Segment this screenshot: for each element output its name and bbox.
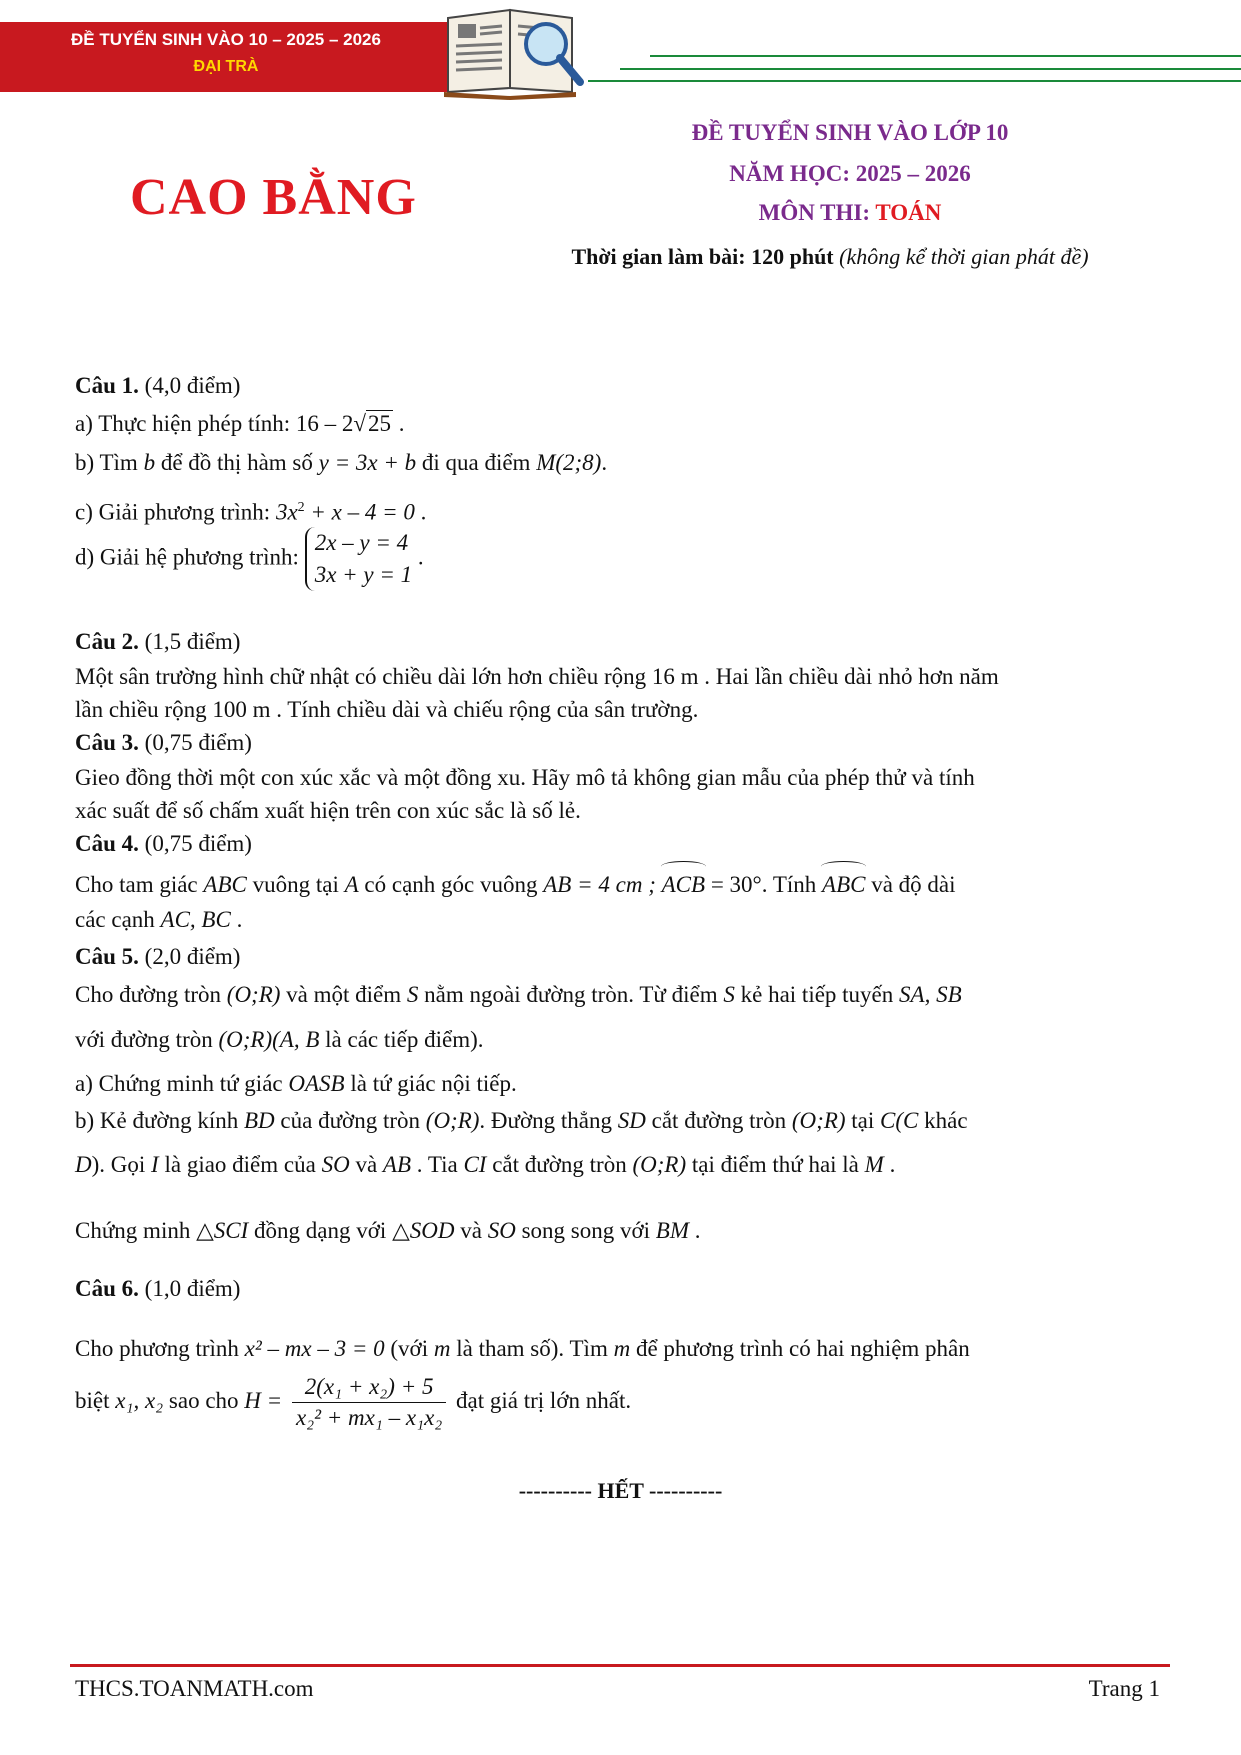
q1-part-d: d) Giải hệ phương trình: 2x – y = 4 3x + y = 1 .	[75, 527, 1170, 591]
q5-a-text: a) Chứng minh tứ giác	[75, 1071, 283, 1096]
subject-label: MÔN THI:	[758, 200, 870, 225]
q5-l1d: kẻ hai tiếp tuyến	[740, 982, 894, 1007]
q4-ab: AB = 4 cm ;	[543, 872, 656, 897]
q1-b-text1: b) Tìm	[75, 450, 138, 475]
subject-line	[560, 200, 1140, 226]
q1-title: Câu 1.	[75, 373, 139, 398]
exam-title: ĐỀ TUYỂN SINH VÀO LỚP 10	[691, 120, 1009, 145]
q4-heading	[75, 827, 1170, 861]
q1-points: (4,0 điểm)	[144, 373, 241, 398]
q1-b-func: y = 3x + b	[318, 450, 417, 475]
q6-line1	[75, 1332, 1170, 1366]
q4-angle-acb: ACB	[662, 868, 705, 902]
q6-numerator: 2(x₁ + x₂) + 5	[292, 1372, 446, 1403]
q1-d-eq2: 3x + y = 1	[314, 562, 413, 587]
q2-title: Câu 2.	[75, 629, 139, 654]
q1-c-math-b: + x – 4 = 0	[310, 499, 415, 525]
q6-roots: x₁, x₂	[115, 1387, 164, 1413]
book-magnifier-icon	[440, 0, 590, 100]
q4-t6: các cạnh	[75, 907, 155, 932]
q4-line2: các cạnh AC, BC .	[75, 907, 243, 932]
q5-l1c: nằm ngoài đường tròn. Từ điểm	[424, 982, 718, 1007]
time-note: (không kể thời gian phát đề)	[839, 244, 1089, 269]
q5-bd: BD	[244, 1108, 275, 1133]
q6-fraction	[292, 1372, 446, 1433]
q6-title: Câu 6.	[75, 1276, 139, 1301]
q5-circle: (O;R)	[226, 982, 281, 1007]
q1-heading	[75, 369, 1170, 403]
q6-m: m	[433, 1336, 451, 1361]
q2-heading	[75, 625, 1170, 659]
q1-b-text2: để đồ thị hàm số	[160, 450, 313, 475]
q6-h: H =	[244, 1387, 283, 1413]
q5-circle-4: (O;R)	[791, 1108, 846, 1133]
q6-t4: để phương trình có hai nghiệm phân	[635, 1336, 970, 1361]
q1-a-math: 16 – 2	[295, 411, 354, 436]
q6-t6: sao cho	[168, 1387, 239, 1413]
q5-c3: và	[460, 1218, 482, 1243]
q1-part-a: a) Thực hiện phép tính: 16 – 2√25 .	[75, 411, 405, 436]
q6-heading	[75, 1272, 1170, 1306]
q5-points: (2,0 điểm)	[144, 944, 241, 969]
q5-a-text2: là tứ giác nội tiếp.	[350, 1071, 517, 1096]
q4-vertex: A	[344, 872, 359, 897]
q4-sides: AC, BC	[160, 907, 231, 932]
q6-t7: đạt giá trị lớn nhất.	[456, 1387, 632, 1413]
q3-points: (0,75 điểm)	[144, 730, 252, 755]
footer-page-number: Trang 1	[1088, 1676, 1160, 1701]
q5-part-b-line2: D). Gọi I là giao điểm của SO và AB . Tia CI cắt đường tròn (O;R) tại điểm thứ hai là M .	[75, 1152, 896, 1177]
q5-b11: cắt đường tròn	[492, 1152, 627, 1177]
school-year: NĂM HỌC: 2025 – 2026	[729, 161, 971, 186]
q5-m: M	[864, 1152, 884, 1177]
q1-d-text: d) Giải hệ phương trình:	[75, 544, 299, 570]
q4-t3: có cạnh góc vuông	[364, 872, 538, 897]
q5-part-b-line3: Chứng minh △SCI đồng dạng với △SOD và SO song song với BM .	[75, 1218, 701, 1243]
time-label: Thời gian làm bài: 120 phút	[571, 244, 834, 269]
q1-d-eq1: 2x – y = 4	[314, 530, 409, 555]
q5-ci: CI	[463, 1152, 487, 1177]
q5-sod: △SOD	[392, 1218, 455, 1243]
q6-denominator: x₂² + mx₁ – x₁x₂	[295, 1405, 443, 1430]
q1-b-point: M(2;8)	[536, 450, 602, 475]
q5-s: S	[406, 982, 419, 1007]
q5-so-2: SO	[487, 1218, 516, 1243]
q1-part-b: b) Tìm b để đồ thị hàm số y = 3x + b đi qua điểm M(2;8).	[75, 450, 608, 475]
q4-line1	[75, 868, 1170, 902]
q3-line1: Gieo đồng thời một con xúc xắc và một đồng xu. Hãy mô tả không gian mẫu của phép thử và tính	[75, 765, 975, 790]
q5-c1: Chứng minh	[75, 1218, 191, 1243]
q5-sasb: SA, SB	[899, 982, 962, 1007]
q6-t2: (với	[390, 1336, 429, 1361]
q5-b3: . Đường thẳng	[479, 1108, 613, 1133]
q4-points: (0,75 điểm)	[144, 831, 252, 856]
footer-rule	[70, 1664, 1170, 1667]
q5-ab: AB	[382, 1152, 412, 1177]
q5-l2a: với đường tròn	[75, 1027, 213, 1052]
header-rule-top	[650, 55, 1241, 57]
q5-b1: b) Kẻ đường kính	[75, 1108, 239, 1133]
q5-b5: tại	[851, 1108, 875, 1133]
q6-points: (1,0 điểm)	[144, 1276, 241, 1301]
q4-t5: và độ dài	[871, 872, 956, 897]
q1-b-text3: đi qua điểm	[421, 450, 531, 475]
q5-line2	[75, 1023, 1170, 1057]
q5-b6: khác	[924, 1108, 968, 1133]
q2-points: (1,5 điểm)	[144, 629, 241, 654]
q5-l1b: và một điểm	[286, 982, 402, 1007]
q5-d: D	[75, 1152, 92, 1177]
q3-line2: xác suất để số chấm xuất hiện trên con xúc sắc là số lẻ.	[75, 798, 581, 823]
q5-b7: ). Gọi	[91, 1152, 146, 1177]
q5-circle-2: (O;R)	[218, 1027, 273, 1052]
q5-circle-3: (O;R)	[425, 1108, 480, 1133]
q1-c-text: c) Giải phương trình:	[75, 499, 271, 525]
q5-l2b: (A, B	[272, 1027, 320, 1052]
q3-heading	[75, 726, 1170, 760]
footer-site[interactable]: THCS.TOANMATH.com	[75, 1676, 314, 1701]
q4-angle-abc: ABC	[822, 868, 865, 902]
q1-a-radicand: 25	[368, 411, 392, 436]
q4-t1: Cho tam giác	[75, 872, 198, 897]
q5-b8: là giao điểm của	[164, 1152, 316, 1177]
q5-part-b-line1	[75, 1104, 1170, 1138]
banner-subtitle: ĐẠI TRÀ	[193, 58, 259, 75]
q5-b9: và	[355, 1152, 378, 1177]
q4-triangle: ABC	[203, 872, 247, 897]
subject-value: TOÁN	[875, 200, 942, 225]
q4-t2: vuông tại	[252, 872, 339, 897]
q5-title: Câu 5.	[75, 944, 139, 969]
q5-l2c: là các tiếp điểm).	[325, 1027, 484, 1052]
q5-c4: song song với	[521, 1218, 651, 1243]
q6-line2	[75, 1372, 1170, 1433]
q1-b-var: b	[143, 450, 156, 475]
end-marker: ---------- HẾT ----------	[518, 1478, 723, 1503]
q6-t1: Cho phương trình	[75, 1336, 239, 1361]
q2-line2: lần chiều rộng 100 m . Tính chiều dài và chiếu rộng của sân trường.	[75, 697, 699, 722]
q5-heading	[75, 940, 1170, 974]
banner-title: ĐỀ TUYỂN SINH VÀO 10 – 2025 – 2026	[71, 30, 381, 49]
q5-s-2: S	[723, 982, 735, 1007]
time-line	[500, 244, 1160, 270]
q4-t4: . Tính	[761, 872, 817, 897]
q5-line1	[75, 978, 1170, 1012]
q1-a-text: a) Thực hiện phép tính:	[75, 411, 291, 436]
q5-sci: △SCI	[196, 1218, 249, 1243]
q6-t5: biệt	[75, 1387, 110, 1413]
q6-m-2: m	[613, 1336, 631, 1361]
q1-c-math-a: 3x	[275, 499, 298, 525]
q4-title: Câu 4.	[75, 831, 139, 856]
province-title: CAO BẰNG	[130, 169, 417, 226]
q1-part-c: c) Giải phương trình: $3x^2 + x - 4 = 0$ .	[75, 499, 427, 525]
q3-title: Câu 3.	[75, 730, 139, 755]
q5-cc: C(C	[880, 1108, 919, 1133]
q6-eq: x² – mx – 3 = 0	[244, 1336, 385, 1361]
q5-bm: BM	[655, 1218, 690, 1243]
q5-b2: của đường tròn	[280, 1108, 421, 1133]
q4-angle-value: = 30°	[710, 872, 762, 897]
q2-line1: Một sân trường hình chữ nhật có chiều dài lớn hơn chiều rộng 16 m . Hai lần chiều dài nhỏ hơn năm	[75, 664, 999, 689]
q1-d-system	[305, 527, 412, 591]
q5-sd: SD	[617, 1108, 646, 1133]
q5-b10: . Tia	[416, 1152, 458, 1177]
q5-b12: tại điểm thứ hai là	[691, 1152, 859, 1177]
q5-l1a: Cho đường tròn	[75, 982, 222, 1007]
q5-so: SO	[321, 1152, 350, 1177]
header-rule-middle	[620, 68, 1241, 70]
header-rule-bottom	[588, 80, 1241, 82]
q5-circle-5: (O;R)	[632, 1152, 687, 1177]
q5-oasb: OASB	[288, 1071, 345, 1096]
q5-b4: cắt đường tròn	[651, 1108, 787, 1133]
q5-i: I	[151, 1152, 159, 1177]
q5-c2: đồng dạng với	[254, 1218, 387, 1243]
q5-part-a	[75, 1067, 1170, 1101]
q6-t3: là tham số). Tìm	[456, 1336, 608, 1361]
